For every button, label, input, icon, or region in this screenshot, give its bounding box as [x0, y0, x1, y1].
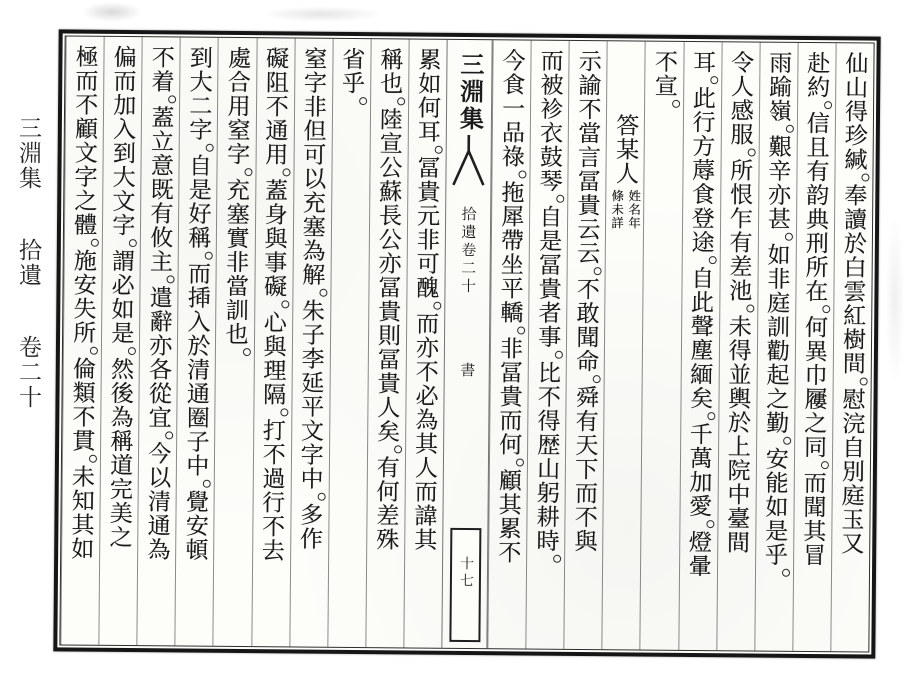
- text-column-right-10: 今食一品祿拖犀帶坐平轎非冨貴而何顧其累不: [487, 40, 530, 648]
- margin-running-title: [12, 116, 45, 430]
- reading-mark-circle: [242, 348, 250, 356]
- text-column-left-4: 窒字非但可以充塞為解朱子李延平文字中多作: [289, 38, 332, 646]
- reading-mark-circle: [203, 480, 211, 488]
- page-number: 十七: [457, 555, 474, 591]
- reading-mark-circle: [90, 347, 98, 355]
- fold-section-label: 拾遺卷二十: [458, 205, 476, 297]
- reading-mark-circle: [594, 267, 602, 275]
- reading-mark-circle: [786, 125, 794, 133]
- margin-title-book: 三淵集: [16, 116, 41, 191]
- reading-mark-circle: [783, 437, 791, 445]
- page-frame-inner: [59, 35, 874, 652]
- reading-mark-circle: [89, 455, 97, 463]
- reading-mark-circle: [821, 461, 829, 469]
- text-column-right-9: 而被袗衣鼓琴自是冨貴者事比不得歴山躬耕時: [526, 41, 569, 649]
- reading-mark-circle: [708, 256, 716, 264]
- ink-smudge: [262, 6, 382, 22]
- reading-mark-circle: [280, 408, 288, 416]
- reading-mark-circle: [706, 520, 714, 528]
- text-column-right-6: 不宣: [640, 42, 683, 650]
- reading-mark-circle: [861, 173, 869, 181]
- text-column-left-6: 處合用窒字充塞實非當訓也: [213, 38, 256, 646]
- text-column-right-4: 令人感服所恨乍有差池未得並輿於上院中臺間: [716, 42, 759, 650]
- text-column-right-1: 仙山得珍緘奉讀於白雲紅樹間慰浣自別庭玉又: [830, 43, 873, 651]
- reading-mark-circle: [782, 569, 790, 577]
- text-column-left-9: 偏而加入到大文字謂必如是然後為稱道完美之: [99, 37, 142, 645]
- reading-mark-circle: [206, 144, 214, 152]
- reading-mark-circle: [281, 300, 289, 308]
- text-column-left-8: 不着蓋立意既有攸主遣辭亦各從宜今以清通為: [137, 37, 180, 645]
- interlinear-note-column: 姓名年: [626, 189, 641, 231]
- reading-mark-circle: [707, 412, 715, 420]
- reading-mark-circle: [556, 195, 564, 203]
- page-number-box: [449, 528, 481, 642]
- reading-mark-circle: [359, 97, 367, 105]
- text-column-left-2: 稱也陸宣公蘇長公亦冨貴則冨貴人矣有何差殊: [365, 39, 408, 647]
- text-column-left-1: 累如何耳冨貴元非可醜而亦不必為其人而諱其: [403, 39, 446, 647]
- reading-mark-circle: [517, 326, 525, 334]
- reading-mark-circle: [205, 252, 213, 260]
- text-column-left-5: 礙阻不通用蓋身與事礙心與理隔打不過行不去: [251, 38, 294, 646]
- reading-mark-circle: [244, 168, 252, 176]
- reading-mark-circle: [167, 275, 175, 283]
- reading-mark-circle: [129, 239, 137, 247]
- reading-mark-circle: [519, 170, 527, 178]
- interlinear-note: [607, 189, 641, 230]
- reading-mark-circle: [516, 458, 524, 466]
- fold-category-label: 書: [458, 361, 475, 378]
- reading-mark-circle: [785, 233, 793, 241]
- text-column-left-3: 省乎: [327, 39, 370, 647]
- margin-title-section: 拾遺: [16, 238, 41, 288]
- text-column-right-5: 耳此行方蓐食登途自此聲塵緬矣千萬加愛燈暈: [678, 42, 721, 650]
- reading-mark-circle: [394, 445, 402, 453]
- margin-title-volume: 卷二十: [16, 335, 41, 410]
- page-frame: [53, 29, 880, 658]
- reading-mark-circle: [433, 302, 441, 310]
- reading-mark-circle: [319, 289, 327, 297]
- reading-mark-circle: [91, 239, 99, 247]
- reading-mark-circle: [555, 351, 563, 359]
- reading-mark-circle: [822, 305, 830, 313]
- text-column-right-8: 示諭不當言冨貴云云不敢聞命舜有天下而不與: [564, 41, 607, 649]
- text-column-left-7: 到大二字自是好稱而揷入於清通圈子中覺安頓: [175, 37, 218, 645]
- reading-mark-circle: [166, 431, 174, 439]
- reading-mark-circle: [710, 76, 718, 84]
- reading-mark-circle: [747, 148, 755, 156]
- letter-title-column: 答某人姓名年條未詳: [602, 41, 645, 649]
- folding-column: [441, 40, 492, 648]
- right-half-columns: [487, 40, 873, 651]
- reading-mark-circle: [672, 100, 680, 108]
- reading-mark-circle: [746, 304, 754, 312]
- reading-mark-circle: [397, 97, 405, 105]
- interlinear-note-column: 條未詳: [609, 189, 624, 230]
- ink-smudge: [82, 2, 142, 22]
- fishtail-mark-icon: [450, 135, 487, 194]
- ink-smudge: [886, 220, 904, 380]
- left-half-columns: [60, 36, 446, 647]
- text-column-left-10: 極而不顧文字之體施安失所倫類不貫未知其如: [60, 36, 103, 644]
- reading-mark-circle: [128, 347, 136, 355]
- reading-mark-circle: [317, 493, 325, 501]
- text-column-right-2: 赴約信且有韵典刑所在何異巾屨之同而聞其冒: [792, 43, 835, 651]
- reading-mark-circle: [435, 146, 443, 154]
- fold-book-title: 三淵集: [455, 51, 483, 134]
- reading-mark-circle: [282, 168, 290, 176]
- reading-mark-circle: [168, 95, 176, 103]
- reading-mark-circle: [593, 375, 601, 383]
- reading-mark-circle: [553, 555, 561, 563]
- text-column-right-3: 雨踰嶺艱辛亦甚如非庭訓勸起之勤安能如是乎: [754, 43, 797, 651]
- reading-mark-circle: [824, 101, 832, 109]
- reading-mark-circle: [860, 377, 868, 385]
